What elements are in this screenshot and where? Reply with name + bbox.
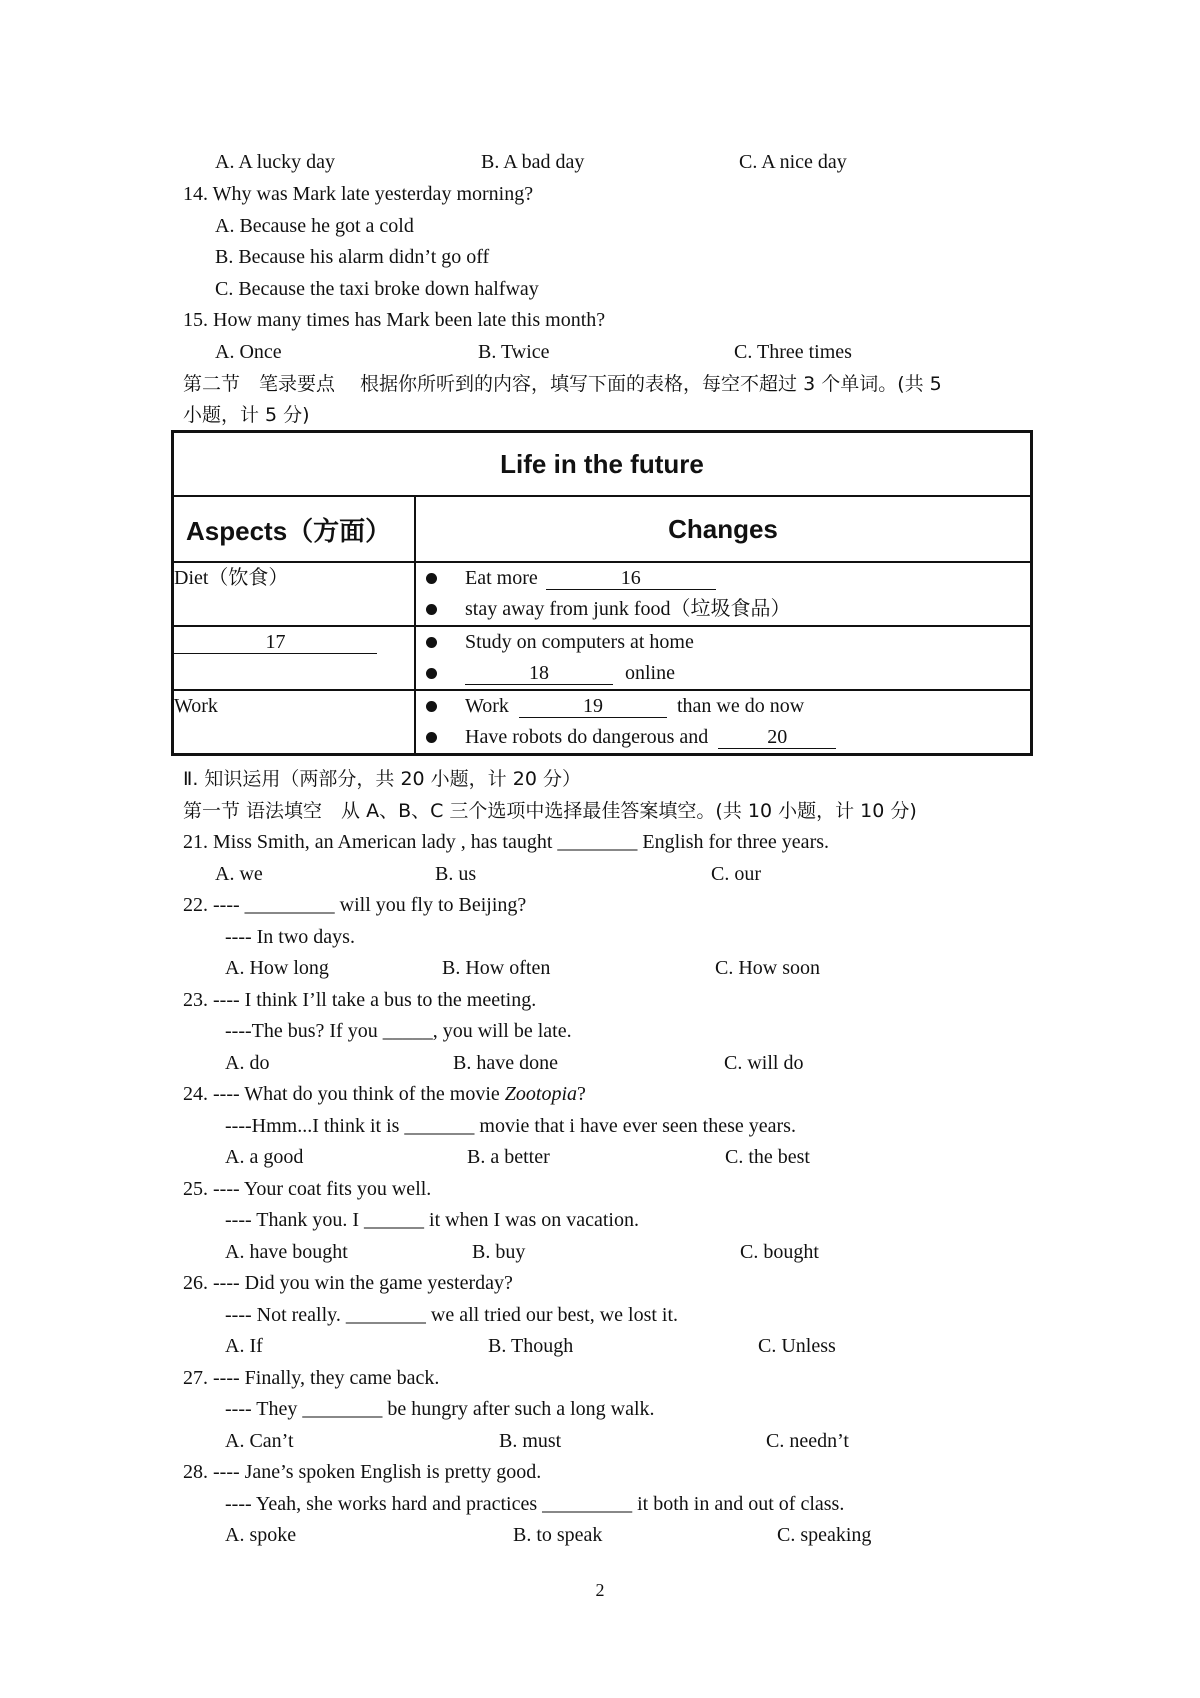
changes-cell xyxy=(415,626,1032,690)
list-item: Have robots do dangerous and 20 xyxy=(416,722,1030,753)
list-item: Study on computers at home xyxy=(416,627,1030,658)
q28-stem: 28. ---- Jane’s spoken English is pretty good. xyxy=(183,1461,542,1483)
q23-option-c: C. will do xyxy=(724,1052,804,1074)
q15-stem: 15. How many times has Mark been late this month? xyxy=(183,309,606,331)
part2-heading: Ⅱ. 知识运用（两部分，共 20 小题，计 20 分） xyxy=(183,768,581,790)
q24-option-b: B. a better xyxy=(467,1146,550,1168)
q14-option-a: A. Because he got a cold xyxy=(215,215,414,237)
q27-option-b: B. must xyxy=(499,1430,562,1452)
table-row xyxy=(173,562,1032,626)
q15-option-b: B. Twice xyxy=(478,341,550,363)
bullet-icon xyxy=(426,573,437,584)
q21-option-a: A. we xyxy=(215,863,263,885)
bullet-icon xyxy=(426,668,437,679)
q26-option-c: C. Unless xyxy=(758,1335,836,1357)
list-item: Work 19 than we do now xyxy=(416,691,1030,722)
q22-option-c: C. How soon xyxy=(715,957,821,979)
aspect-label: Work xyxy=(174,695,218,717)
q24-option-c: C. the best xyxy=(725,1146,810,1168)
q22-option-a: A. How long xyxy=(225,957,329,979)
list-item: 18 online xyxy=(416,658,1030,689)
answer-blank: 17 xyxy=(174,631,377,654)
life-future-table xyxy=(171,430,1033,756)
q23-option-b: B. have done xyxy=(453,1052,558,1074)
q25-reply: ---- Thank you. I ______ it when I was on vacation. xyxy=(225,1209,639,1231)
table-row xyxy=(173,690,1032,755)
q27-stem: 27. ---- Finally, they came back. xyxy=(183,1367,440,1389)
q28-option-c: C. speaking xyxy=(777,1524,872,1546)
q23-reply: ----The bus? If you _____, you will be late. xyxy=(225,1020,572,1042)
q21-stem: 21. Miss Smith, an American lady , has taught ________ English for three years. xyxy=(183,831,830,853)
aspect-label: Diet（饮食） xyxy=(174,567,289,589)
section2-heading-line1: 第二节 笔录要点 根据你所听到的内容，填写下面的表格，每空不超过 3 个单词。(共 5 xyxy=(183,373,942,395)
q24-stem: 24. ---- What do you think of the movie Zootopia? xyxy=(183,1083,586,1105)
q15-option-c: C. Three times xyxy=(734,341,852,363)
answer-blank: 18 xyxy=(465,662,613,685)
q26-option-b: B. Though xyxy=(488,1335,574,1357)
q14-option-b: B. Because his alarm didn’t go off xyxy=(215,246,490,268)
list-item: Eat more 16 xyxy=(416,563,1030,594)
q21-option-c: C. our xyxy=(711,863,761,885)
q24-option-a: A. a good xyxy=(225,1146,304,1168)
aspect-cell xyxy=(173,562,416,626)
q27-option-c: C. needn’t xyxy=(766,1430,849,1452)
table-row xyxy=(173,626,1032,690)
q25-option-a: A. have bought xyxy=(225,1241,348,1263)
page-number: 2 xyxy=(595,1580,605,1600)
q22-option-b: B. How often xyxy=(442,957,551,979)
answer-blank: 16 xyxy=(546,567,716,590)
q26-reply: ---- Not really. ________ we all tried our best, we lost it. xyxy=(225,1304,679,1326)
q14-stem: 14. Why was Mark late yesterday morning? xyxy=(183,183,534,205)
changes-cell xyxy=(415,562,1032,626)
q28-option-b: B. to speak xyxy=(513,1524,603,1546)
q22-stem: 22. ---- _________ will you fly to Beijing? xyxy=(183,894,527,916)
q13-option-c: C. A nice day xyxy=(739,151,847,173)
q27-option-a: A. Can’t xyxy=(225,1430,294,1452)
answer-blank: 19 xyxy=(519,695,667,718)
movie-title: Zootopia xyxy=(504,1083,578,1105)
q13-option-a: A. A lucky day xyxy=(215,151,335,173)
list-item: stay away from junk food（垃圾食品） xyxy=(416,594,1030,625)
q14-option-c: C. Because the taxi broke down halfway xyxy=(215,278,539,300)
q23-option-a: A. do xyxy=(225,1052,270,1074)
q28-option-a: A. spoke xyxy=(225,1524,297,1546)
q24-reply: ----Hmm...I think it is _______ movie that i have ever seen these years. xyxy=(225,1115,796,1137)
aspect-cell xyxy=(173,690,416,755)
q21-option-b: B. us xyxy=(435,863,477,885)
bullet-icon xyxy=(426,637,437,648)
table-title: Life in the future xyxy=(173,432,1032,497)
q26-option-a: A. If xyxy=(225,1335,263,1357)
q28-reply: ---- Yeah, she works hard and practices _________ it both in and out of class. xyxy=(225,1493,845,1515)
q27-reply: ---- They ________ be hungry after such a long walk. xyxy=(225,1398,655,1420)
aspect-cell xyxy=(173,626,416,690)
table-header-aspects: Aspects（方面） xyxy=(173,496,416,562)
bullet-icon xyxy=(426,732,437,743)
changes-cell xyxy=(415,690,1032,755)
section1-heading: 第一节 语法填空 从 A、B、C 三个选项中选择最佳答案填空。(共 10 小题，计 10 分) xyxy=(183,800,917,822)
bullet-icon xyxy=(426,604,437,615)
q23-stem: 23. ---- I think I’ll take a bus to the meeting. xyxy=(183,989,537,1011)
answer-blank: 20 xyxy=(718,726,836,749)
q25-option-c: C. bought xyxy=(740,1241,819,1263)
section2-heading-line2: 小题，计 5 分) xyxy=(183,404,310,426)
q13-option-b: B. A bad day xyxy=(481,151,585,173)
bullet-icon xyxy=(426,701,437,712)
table-header-changes: Changes xyxy=(415,496,1032,562)
q22-reply: ---- In two days. xyxy=(225,926,355,948)
q25-stem: 25. ---- Your coat fits you well. xyxy=(183,1178,432,1200)
q15-option-a: A. Once xyxy=(215,341,282,363)
q25-option-b: B. buy xyxy=(472,1241,526,1263)
q26-stem: 26. ---- Did you win the game yesterday? xyxy=(183,1272,513,1294)
